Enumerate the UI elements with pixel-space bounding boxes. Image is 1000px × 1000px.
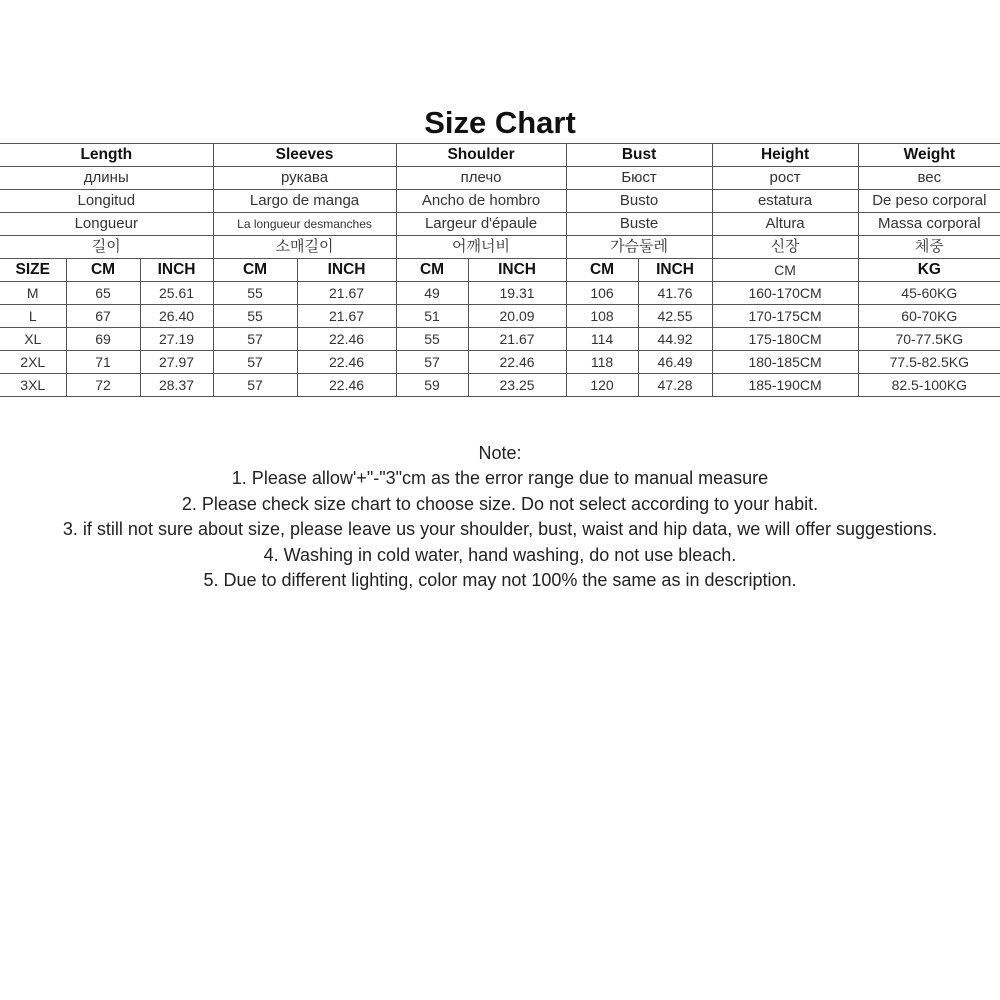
table-cell: 114 xyxy=(566,328,638,351)
group-header-height-es: estatura xyxy=(712,190,858,213)
header-row-ko xyxy=(0,236,1000,259)
table-cell: 25.61 xyxy=(140,282,213,305)
column-header: CM xyxy=(213,259,297,282)
table-row xyxy=(0,305,1000,328)
header-row-en xyxy=(0,144,1000,167)
table-cell: 21.67 xyxy=(297,282,396,305)
column-header: INCH xyxy=(468,259,566,282)
group-header-sleeves-en: Sleeves xyxy=(213,144,396,167)
group-header-length-ko: 길이 xyxy=(0,236,213,259)
table-cell: 69 xyxy=(66,328,140,351)
group-header-shoulder-es: Ancho de hombro xyxy=(396,190,566,213)
table-row xyxy=(0,328,1000,351)
note-heading: Note: xyxy=(478,443,522,463)
table-cell: 120 xyxy=(566,374,638,397)
group-header-height-fr: Altura xyxy=(712,213,858,236)
column-header: CM xyxy=(396,259,468,282)
header-row-es xyxy=(0,190,1000,213)
size-chart-title: Size Chart xyxy=(424,105,576,140)
column-header: CM xyxy=(66,259,140,282)
table-cell: 72 xyxy=(66,374,140,397)
table-cell: 28.37 xyxy=(140,374,213,397)
group-header-length-en: Length xyxy=(0,144,213,167)
table-cell: 77.5-82.5KG xyxy=(858,351,1000,374)
note-item: 4. Washing in cold water, hand washing, do not use bleach. xyxy=(263,544,737,565)
group-header-length-fr: Longueur xyxy=(0,213,213,236)
table-cell: 55 xyxy=(213,282,297,305)
note-item: 5. Due to different lighting, color may not 100% the same as in description. xyxy=(203,569,797,590)
table-row xyxy=(0,282,1000,305)
table-cell: 59 xyxy=(396,374,468,397)
group-header-shoulder-ko: 어깨너비 xyxy=(396,236,566,259)
group-header-shoulder-en: Shoulder xyxy=(396,144,566,167)
group-header-height-ko: 신장 xyxy=(712,236,858,259)
table-cell: 55 xyxy=(213,305,297,328)
group-header-bust-ko: 가슴둘레 xyxy=(566,236,712,259)
group-header-sleeves-ko: 소매길이 xyxy=(213,236,396,259)
note-item: 3. if still not sure about size, please leave us your shoulder, bust, waist and hip data, we will offer suggestions. xyxy=(62,519,938,540)
group-header-length-es: Longitud xyxy=(0,190,213,213)
table-cell: 21.67 xyxy=(297,305,396,328)
table-cell: 45-60KG xyxy=(858,282,1000,305)
table-cell: 57 xyxy=(213,351,297,374)
table-cell: 41.76 xyxy=(638,282,712,305)
table-cell: 20.09 xyxy=(468,305,566,328)
table-cell: 19.31 xyxy=(468,282,566,305)
table-cell: 22.46 xyxy=(297,328,396,351)
table-cell: 57 xyxy=(213,374,297,397)
size-cell: 3XL xyxy=(0,374,66,397)
group-header-weight-fr: Massa corporal xyxy=(858,213,1000,236)
group-header-shoulder-fr: Largeur d'épaule xyxy=(396,213,566,236)
column-header: SIZE xyxy=(0,259,66,282)
group-header-weight-es: De peso corporal xyxy=(858,190,1000,213)
group-header-bust-ru: Бюст xyxy=(566,167,712,190)
header-row-fr xyxy=(0,213,1000,236)
table-cell: 51 xyxy=(396,305,468,328)
table-cell: 57 xyxy=(396,351,468,374)
table-cell: 106 xyxy=(566,282,638,305)
group-header-weight-ko: 체중 xyxy=(858,236,1000,259)
group-header-shoulder-ru: плечо xyxy=(396,167,566,190)
table-cell: 27.97 xyxy=(140,351,213,374)
size-cell: L xyxy=(0,305,66,328)
note-item: 2. Please check size chart to choose size. Do not select according to your habit. xyxy=(181,493,819,514)
size-cell: XL xyxy=(0,328,66,351)
note-item: 1. Please allow'+"-"3"cm as the error range due to manual measure xyxy=(231,468,769,489)
group-header-weight-en: Weight xyxy=(858,144,1000,167)
table-cell: 57 xyxy=(213,328,297,351)
column-header: INCH xyxy=(638,259,712,282)
table-cell: 67 xyxy=(66,305,140,328)
table-cell: 160-170CM xyxy=(712,282,858,305)
table-cell: 170-175CM xyxy=(712,305,858,328)
table-cell: 55 xyxy=(396,328,468,351)
table-cell: 180-185CM xyxy=(712,351,858,374)
unit-header-row xyxy=(0,259,1000,282)
group-header-bust-en: Bust xyxy=(566,144,712,167)
table-cell: 118 xyxy=(566,351,638,374)
table-cell: 175-180CM xyxy=(712,328,858,351)
group-header-weight-ru: вес xyxy=(858,167,1000,190)
table-cell: 82.5-100KG xyxy=(858,374,1000,397)
notes-section xyxy=(0,441,1000,593)
group-header-bust-es: Busto xyxy=(566,190,712,213)
group-header-bust-fr: Buste xyxy=(566,213,712,236)
table-cell: 60-70KG xyxy=(858,305,1000,328)
size-cell: 2XL xyxy=(0,351,66,374)
column-header: CM xyxy=(712,259,858,282)
group-header-sleeves-ru: рукава xyxy=(213,167,396,190)
table-cell: 26.40 xyxy=(140,305,213,328)
column-header: INCH xyxy=(140,259,213,282)
group-header-sleeves-fr: La longueur desmanches xyxy=(213,213,396,236)
table-cell: 42.55 xyxy=(638,305,712,328)
group-header-height-ru: рост xyxy=(712,167,858,190)
group-header-length-ru: длины xyxy=(0,167,213,190)
table-cell: 185-190CM xyxy=(712,374,858,397)
table-cell: 44.92 xyxy=(638,328,712,351)
header-row-ru xyxy=(0,167,1000,190)
table-cell: 49 xyxy=(396,282,468,305)
table-cell: 65 xyxy=(66,282,140,305)
table-cell: 71 xyxy=(66,351,140,374)
table-cell: 21.67 xyxy=(468,328,566,351)
table-cell: 47.28 xyxy=(638,374,712,397)
table-row xyxy=(0,351,1000,374)
table-cell: 27.19 xyxy=(140,328,213,351)
column-header: CM xyxy=(566,259,638,282)
group-header-height-en: Height xyxy=(712,144,858,167)
table-cell: 23.25 xyxy=(468,374,566,397)
table-cell: 22.46 xyxy=(468,351,566,374)
table-cell: 70-77.5KG xyxy=(858,328,1000,351)
column-header: KG xyxy=(858,259,1000,282)
group-header-sleeves-es: Largo de manga xyxy=(213,190,396,213)
table-cell: 108 xyxy=(566,305,638,328)
table-cell: 22.46 xyxy=(297,374,396,397)
size-chart-table xyxy=(0,143,1000,397)
size-cell: M xyxy=(0,282,66,305)
table-row xyxy=(0,374,1000,397)
column-header: INCH xyxy=(297,259,396,282)
table-cell: 22.46 xyxy=(297,351,396,374)
table-cell: 46.49 xyxy=(638,351,712,374)
